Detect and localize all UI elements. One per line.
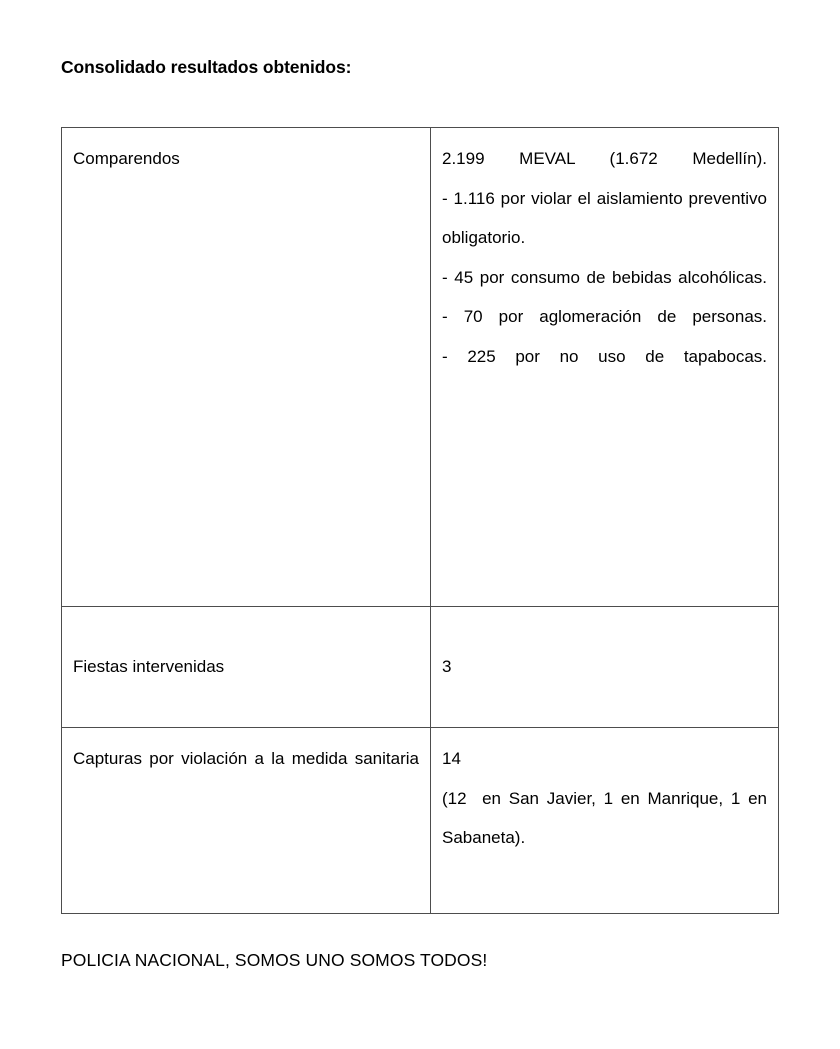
row-label-fiestas: Fiestas intervenidas [73, 657, 225, 677]
results-table [61, 127, 779, 914]
value-paragraph: - 70 por aglomeración de personas. [442, 307, 767, 326]
table-cell-value [431, 128, 779, 607]
table-cell-label [62, 128, 431, 607]
value-paragraph: 14 [442, 749, 461, 768]
table-cell-label [62, 728, 431, 914]
table-cell-value [431, 728, 779, 914]
table-row [62, 607, 779, 728]
footer-slogan: POLICIA NACIONAL, SOMOS UNO SOMOS TODOS! [61, 950, 488, 970]
value-paragraph: 2.199 MEVAL (1.672 Medellín). [442, 149, 767, 168]
table-row [62, 728, 779, 914]
value-paragraph: (12 en San Javier, 1 en Manrique, 1 en Sabaneta). [442, 788, 772, 847]
table-cell-label [62, 607, 431, 728]
table-row [62, 128, 779, 607]
row-label-capturas: Capturas por violación a la medida sanitaria [73, 749, 419, 768]
table-cell-value [431, 607, 779, 728]
row-label-comparendos: Comparendos [73, 149, 180, 168]
value-paragraph: - 1.116 por violar el aislamiento preventivo obligatorio. [442, 188, 767, 247]
row-value-fiestas: 3 [442, 657, 452, 677]
row-value-comparendos [431, 128, 778, 388]
value-paragraph: - 225 por no uso de tapabocas. [442, 346, 767, 366]
page-title: Consolidado resultados obtenidos: [61, 57, 352, 77]
row-value-capturas [431, 728, 778, 870]
value-paragraph: - 45 por consumo de bebidas alcohólicas. [442, 267, 767, 287]
